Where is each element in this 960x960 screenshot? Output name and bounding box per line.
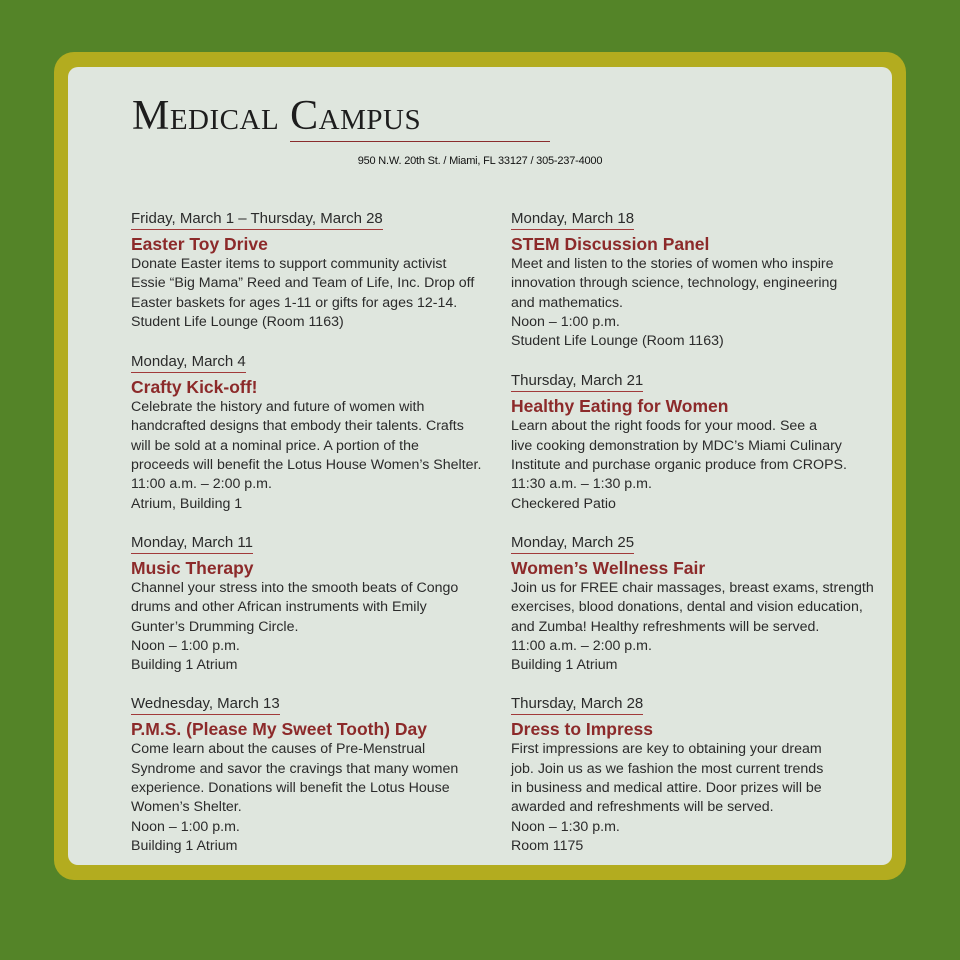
event-description-line: Celebrate the history and future of women with	[131, 399, 425, 416]
event-item	[131, 534, 503, 675]
event-date: Monday, March 18	[511, 210, 634, 230]
event-date: Thursday, March 28	[511, 695, 643, 715]
campus-address: 950 N.W. 20th St. / Miami, FL 33127 / 305-237-4000	[357, 155, 603, 167]
event-description-line: live cooking demonstration by MDC’s Miami Culinary	[511, 437, 842, 454]
event-description-line: Essie “Big Mama” Reed and Team of Life, Inc. Drop off	[131, 275, 475, 292]
event-description-line: 11:00 a.m. – 2:00 p.m.	[511, 637, 652, 654]
event-description-line: Room 1175	[511, 837, 584, 854]
event-item	[511, 372, 883, 513]
event-description-line: Noon – 1:00 p.m.	[511, 313, 620, 330]
event-description-line: First impressions are key to obtaining your dream	[511, 741, 822, 758]
event-description-line: Channel your stress into the smooth beats of Congo	[131, 579, 459, 596]
event-date: Friday, March 1 – Thursday, March 28	[131, 210, 383, 230]
event-item	[511, 534, 883, 675]
event-description-line: 11:00 a.m. – 2:00 p.m.	[131, 476, 272, 493]
event-description-line: Building 1 Atrium	[131, 657, 238, 674]
event-description-line: and mathematics.	[511, 294, 623, 311]
event-description-line: Building 1 Atrium	[131, 837, 238, 854]
event-description-line: Gunter’s Drumming Circle.	[131, 618, 299, 635]
event-title: P.M.S. (Please My Sweet Tooth) Day	[131, 719, 427, 740]
page-title: Medical Campus	[132, 93, 422, 139]
event-item	[511, 695, 883, 856]
event-description-line: exercises, blood donations, dental and vision education,	[511, 599, 863, 616]
event-date: Wednesday, March 13	[131, 695, 280, 715]
event-description-line: Learn about the right foods for your mood. See a	[511, 418, 818, 435]
event-description-line: Easter baskets for ages 1-11 or gifts for ages 12-14.	[131, 294, 458, 311]
event-title: Easter Toy Drive	[131, 234, 268, 254]
event-description-line: proceeds will benefit the Lotus House Women’s Shelter.	[131, 457, 482, 474]
event-item	[131, 353, 503, 514]
event-description-line: drums and other African instruments with Emily	[131, 599, 427, 616]
event-description-line: will be sold at a nominal price. A portion of the	[131, 437, 419, 454]
events-column-left	[131, 210, 503, 865]
event-description-line: Donate Easter items to support community activist	[131, 256, 447, 272]
event-description-line: Noon – 1:00 p.m.	[131, 637, 240, 654]
event-date: Monday, March 4	[131, 353, 246, 373]
event-description-line: Institute and purchase organic produce from CROPS.	[511, 457, 847, 474]
event-description-line: job. Join us as we fashion the most current trends	[511, 760, 824, 777]
event-description-line: Noon – 1:30 p.m.	[511, 818, 620, 835]
event-description-line: Checkered Patio	[511, 495, 616, 512]
event-title: Healthy Eating for Women	[511, 396, 729, 417]
event-item	[511, 210, 883, 351]
event-description-line: Women’s Shelter.	[131, 799, 242, 816]
event-title: Music Therapy	[131, 557, 254, 578]
title-divider	[290, 141, 550, 142]
event-title: Women’s Wellness Fair	[511, 557, 706, 578]
event-description-line: Join us for FREE chair massages, breast exams, strength	[511, 579, 874, 596]
event-description-line: Atrium, Building 1	[131, 495, 243, 512]
event-description-line: Building 1 Atrium	[511, 657, 618, 674]
event-title: Dress to Impress	[511, 719, 654, 740]
event-description-line: and Zumba! Healthy refreshments will be served.	[511, 618, 820, 635]
events-column-right	[511, 210, 883, 865]
event-description-line: awarded and refreshments will be served.	[511, 799, 774, 816]
event-date: Thursday, March 21	[511, 372, 643, 392]
event-date: Monday, March 25	[511, 534, 634, 554]
flyer-panel	[68, 67, 892, 865]
event-description-line: Noon – 1:00 p.m.	[131, 818, 240, 835]
event-description-line: Meet and listen to the stories of women who inspire	[511, 256, 834, 272]
event-description-line: innovation through science, technology, engineering	[511, 275, 838, 292]
event-title: STEM Discussion Panel	[511, 234, 710, 254]
event-description-line: Student Life Lounge (Room 1163)	[511, 333, 724, 350]
event-item	[131, 210, 503, 332]
event-date: Monday, March 11	[131, 534, 253, 554]
event-description-line: 11:30 a.m. – 1:30 p.m.	[511, 476, 652, 493]
event-description-line: Come learn about the causes of Pre-Menstrual	[131, 741, 426, 758]
event-description-line: experience. Donations will benefit the Lotus House	[131, 780, 450, 797]
event-title: Crafty Kick-off!	[131, 377, 258, 398]
event-description-line: handcrafted designs that embody their talents. Crafts	[131, 418, 464, 435]
event-description-line: Student Life Lounge (Room 1163)	[131, 313, 344, 330]
event-item	[131, 695, 503, 856]
event-description-line: Syndrome and savor the cravings that many women	[131, 760, 459, 777]
event-description-line: in business and medical attire. Door prizes will be	[511, 780, 822, 797]
